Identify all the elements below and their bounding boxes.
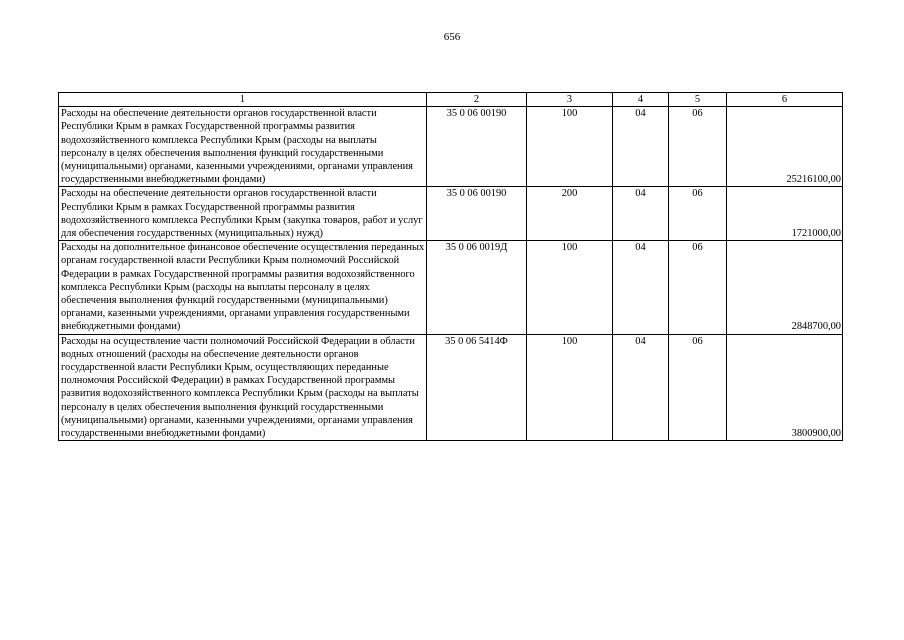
row-amount: 2848700,00 (727, 241, 843, 334)
row-subsection: 06 (669, 187, 727, 241)
row-code: 35 0 06 00190 (427, 107, 527, 187)
row-code: 35 0 06 5414Ф (427, 334, 527, 441)
row-name: Расходы на осуществление части полномочий Российской Федерации в области водных отношений (расходы на обеспечение деятельности органов государственной власти Республики Крым, осуществляющих переданные полномочия Российской Федерации) в рамках Государственной программы развития водохозяйственного комплекса Республики Крым (расходы на выплаты персоналу в целях обеспечения выполнения функций государственными (муниципальными) органами, казенными учреждениями, органами управления государственными внебюджетными фондами) (59, 334, 427, 441)
row-section: 04 (613, 241, 669, 334)
col-header-amount: 6 (727, 93, 843, 107)
row-expense-type: 100 (527, 107, 613, 187)
row-subsection: 06 (669, 334, 727, 441)
row-subsection: 06 (669, 107, 727, 187)
budget-table (58, 92, 843, 441)
row-expense-type: 200 (527, 187, 613, 241)
table-row (59, 241, 843, 334)
table-row (59, 334, 843, 441)
col-header-section: 4 (613, 93, 669, 107)
row-code: 35 0 06 00190 (427, 187, 527, 241)
row-name: Расходы на дополнительное финансовое обеспечение осуществления переданных органам государственной власти Республики Крым полномочий Российской Федерации в рамках Государственной программы развития водохозяйственного комплекса Республики Крым (расходы на выплаты персоналу в целях обеспечения выполнения функций государственными (муниципальными) органами, казенными учреждениями, органами управления государственными внебюджетными фондами) (59, 241, 427, 334)
table-header-row (59, 93, 843, 107)
row-subsection: 06 (669, 241, 727, 334)
page-number: 656 (443, 31, 461, 43)
row-amount: 1721000,00 (727, 187, 843, 241)
row-name: Расходы на обеспечение деятельности органов государственной власти Республики Крым в рамках Государственной программы развития водохозяйственного комплекса Республики Крым (расходы на выплаты персоналу в целях обеспечения выполнения функций государственными (муниципальными) органами, казенными учреждениями, органами управления государственными внебюджетными фондами) (59, 107, 427, 187)
col-header-subsection: 5 (669, 93, 727, 107)
row-expense-type: 100 (527, 241, 613, 334)
row-code: 35 0 06 0019Д (427, 241, 527, 334)
row-expense-type: 100 (527, 334, 613, 441)
row-section: 04 (613, 107, 669, 187)
table-row (59, 107, 843, 187)
row-amount: 3800900,00 (727, 334, 843, 441)
col-header-name: 1 (59, 93, 427, 107)
row-name: Расходы на обеспечение деятельности органов государственной власти Республики Крым в рамках Государственной программы развития водохозяйственного комплекса Республики Крым (закупка товаров, работ и услуг для обеспечения государственных (муниципальных) нужд) (59, 187, 427, 241)
table-row (59, 187, 843, 241)
row-section: 04 (613, 187, 669, 241)
row-amount: 25216100,00 (727, 107, 843, 187)
row-section: 04 (613, 334, 669, 441)
col-header-code: 2 (427, 93, 527, 107)
col-header-type: 3 (527, 93, 613, 107)
